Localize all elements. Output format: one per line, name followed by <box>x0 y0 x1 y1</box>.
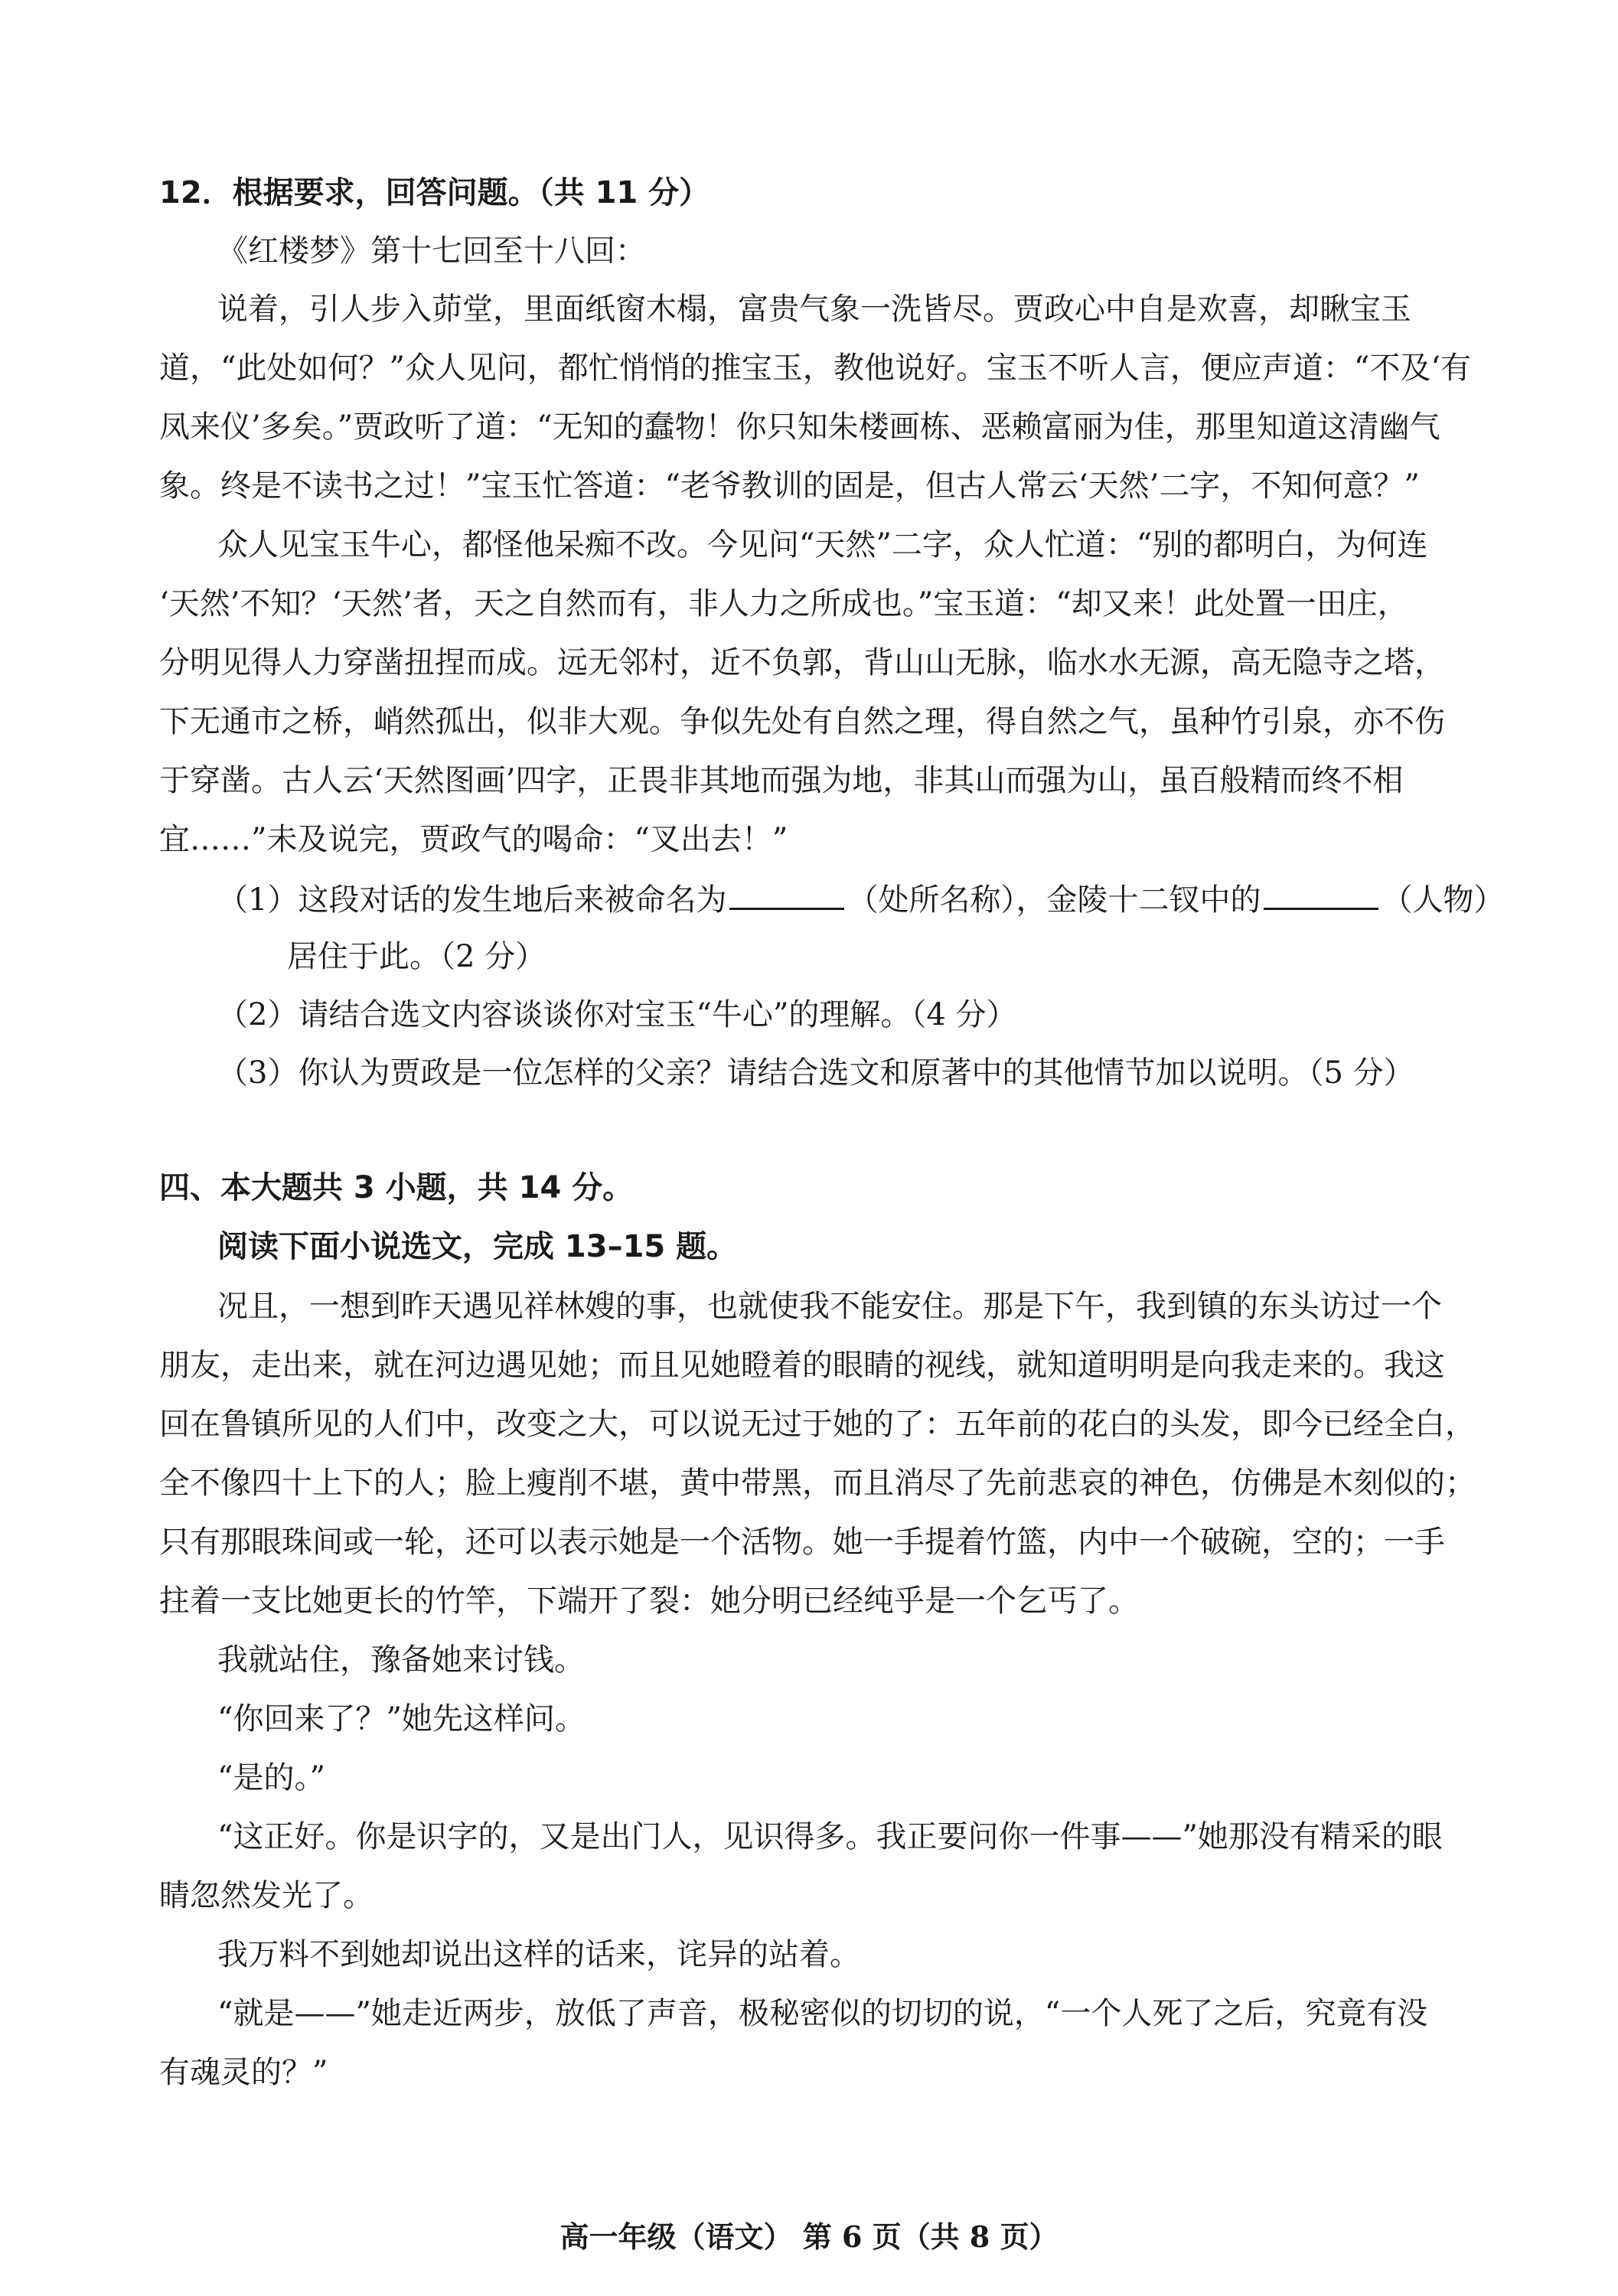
passage-line: ‘天然’不知？‘天然’者，天之自然而有，非人力之所成也。”宝玉道：“却又来！此处置一田庄， <box>159 586 1408 621</box>
passage-line: 分明见得人力穿凿扭捏而成。远无邻村，近不负郭，背山山无脉，临水水无源，高无隐寺之塔， <box>159 645 1445 680</box>
novel-line: 全不像四十上下的人；脸上瘦削不堪，黄中带黑，而且消尽了先前悲哀的神色，仿佛是木刻似的； <box>159 1466 1476 1501</box>
passage-line: 说着，引人步入茆堂，里面纸窗木榻，富贵气象一洗皆尽。贾政心中自是欢喜，却瞅宝玉 <box>217 292 1411 327</box>
novel-line: “是的。” <box>217 1760 325 1795</box>
novel-line: 朋友，走出来，就在河边遇见她；而且见她瞪着的眼睛的视线，就知道明明是向我走来的。我这 <box>159 1348 1445 1383</box>
sub-question-1-text: （处所名称），金陵十二钗中的 <box>847 882 1261 918</box>
part-4-instruction: 阅读下面小说选文，完成 13–15 题。 <box>217 1229 738 1264</box>
answer-blank-person[interactable] <box>1264 880 1378 910</box>
novel-line: “就是——”她走近两步，放低了声音，极秘密似的切切的说，“一个人死了之后，究竟有没 <box>217 1996 1428 2031</box>
passage-line: 凤来仪’多矣。”贾政听了道：“无知的蠢物！你只知朱楼画栋、恶赖富丽为佳，那里知道这清幽气 <box>159 409 1440 445</box>
source-title: 《红楼梦》第十七回至十八回： <box>217 233 646 269</box>
sub-question-3: （3）你认为贾政是一位怎样的父亲？请结合选文和原著中的其他情节加以说明。（5 分） <box>217 1055 1414 1091</box>
passage-line: 道，“此处如何？”众人见问，都忙悄悄的推宝玉，教他说好。宝玉不听人言，便应声道：“不及‘有 <box>159 351 1472 386</box>
passage-line: 下无通市之桥，峭然孤出，似非大观。争似先处有自然之理，得自然之气，虽种竹引泉，亦不伤 <box>159 704 1445 739</box>
passage-line: 宜……”未及说完，贾政气的喝命：“叉出去！” <box>159 822 788 857</box>
novel-line: 回在鲁镇所见的人们中，改变之大，可以说无过于她的了：五年前的花白的头发，即今已经全白， <box>159 1407 1476 1442</box>
sub-question-1-text: （1）这段对话的发生地后来被命名为 <box>217 882 727 918</box>
passage-line: 于穿凿。古人云‘天然图画’四字，正畏非其地而强为地，非其山而强为山，虽百般精而终不相 <box>159 763 1404 798</box>
novel-line: 我万料不到她却说出这样的话来，诧异的站着。 <box>217 1937 860 1972</box>
novel-line: 睛忽然发光了。 <box>159 1878 374 1913</box>
novel-line: “你回来了？”她先这样问。 <box>217 1701 586 1737</box>
sub-question-2: （2）请结合选文内容谈谈你对宝玉“牛心”的理解。（4 分） <box>217 997 1017 1032</box>
sub-question-1-cont: 居住于此。（2 分） <box>287 939 546 974</box>
page-footer: 高一年级（语文） 第 6 页（共 8 页） <box>559 2219 1059 2254</box>
sub-question-1 <box>217 880 1519 918</box>
part-4-heading: 四、本大题共 3 小题，共 14 分。 <box>159 1170 634 1205</box>
novel-line: 况且，一想到昨天遇见祥林嫂的事，也就使我不能安住。那是下午，我到镇的东头访过一个 <box>217 1289 1442 1324</box>
novel-line: 有魂灵的？” <box>159 2055 328 2090</box>
passage-line: 众人见宝玉牛心，都怪他呆痴不改。今见问“天然”二字，众人忙道：“别的都明白，为何连 <box>217 527 1428 563</box>
novel-line: 拄着一支比她更长的竹竿，下端开了裂：她分明已经纯乎是一个乞丐了。 <box>159 1583 1139 1619</box>
novel-line: 只有那眼珠间或一轮，还可以表示她是一个活物。她一手提着竹篮，内中一个破碗，空的；一手 <box>159 1525 1445 1560</box>
passage-line: 象。终是不读书之过！”宝玉忙答道：“老爷教训的固是，但古人常云‘天然’二字，不知何意？” <box>159 468 1420 504</box>
question-12-heading: 12．根据要求，回答问题。（共 11 分） <box>159 175 710 210</box>
sub-question-1-text: （人物） <box>1381 882 1505 918</box>
novel-line: 我就站住，豫备她来讨钱。 <box>217 1642 585 1678</box>
answer-blank-place[interactable] <box>729 880 844 910</box>
novel-line: “这正好。你是识字的，又是出门人，见识得多。我正要问你一件事——”她那没有精采的眼 <box>217 1819 1443 1854</box>
